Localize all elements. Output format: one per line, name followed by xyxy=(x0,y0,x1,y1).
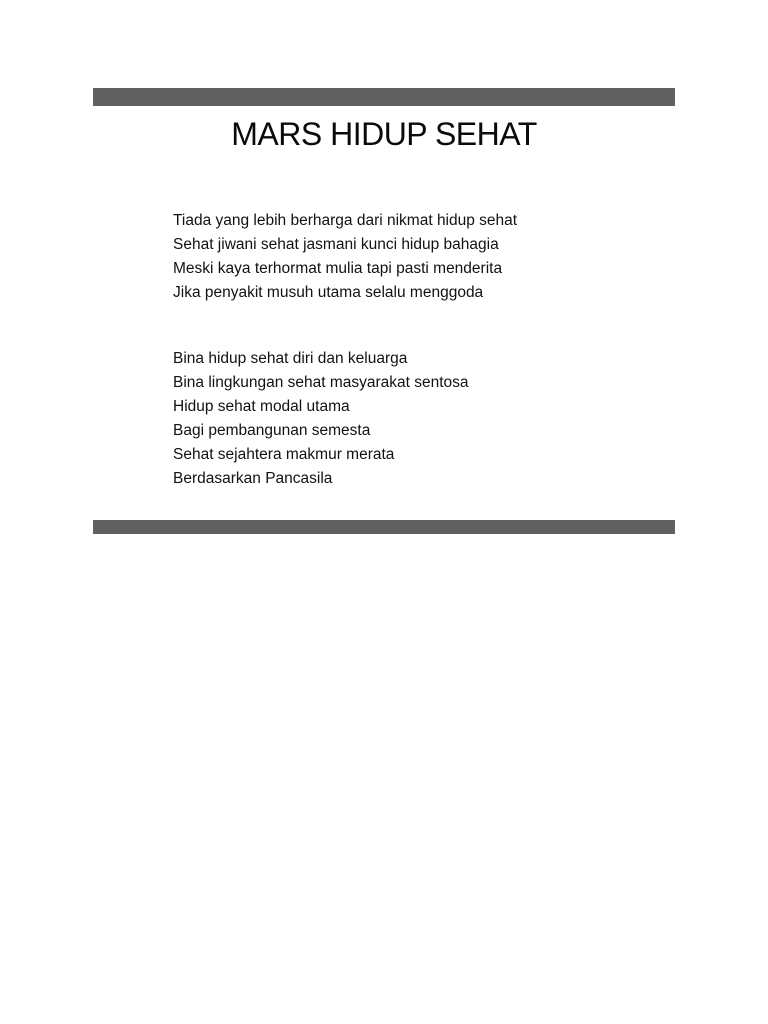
top-divider-bar xyxy=(93,88,675,106)
page-title: MARS HIDUP SEHAT xyxy=(231,116,537,152)
lyric-line: Berdasarkan Pancasila xyxy=(173,470,333,487)
lyric-line: Bagi pembangunan semesta xyxy=(173,422,371,439)
bottom-divider-bar xyxy=(93,520,675,534)
lyric-line: Sehat jiwani sehat jasmani kunci hidup bahagia xyxy=(173,236,499,253)
lyric-line: Hidup sehat modal utama xyxy=(173,398,350,415)
stanza-1 xyxy=(173,209,517,305)
lyric-line: Jika penyakit musuh utama selalu menggoda xyxy=(173,284,484,301)
lyric-line: Sehat sejahtera makmur merata xyxy=(173,446,395,463)
lyric-line: Bina hidup sehat diri dan keluarga xyxy=(173,350,408,367)
stanza-2 xyxy=(173,347,469,491)
lyric-line: Bina lingkungan sehat masyarakat sentosa xyxy=(173,374,469,391)
lyric-line: Meski kaya terhormat mulia tapi pasti menderita xyxy=(173,260,503,277)
lyric-line: Tiada yang lebih berharga dari nikmat hidup sehat xyxy=(173,212,518,229)
